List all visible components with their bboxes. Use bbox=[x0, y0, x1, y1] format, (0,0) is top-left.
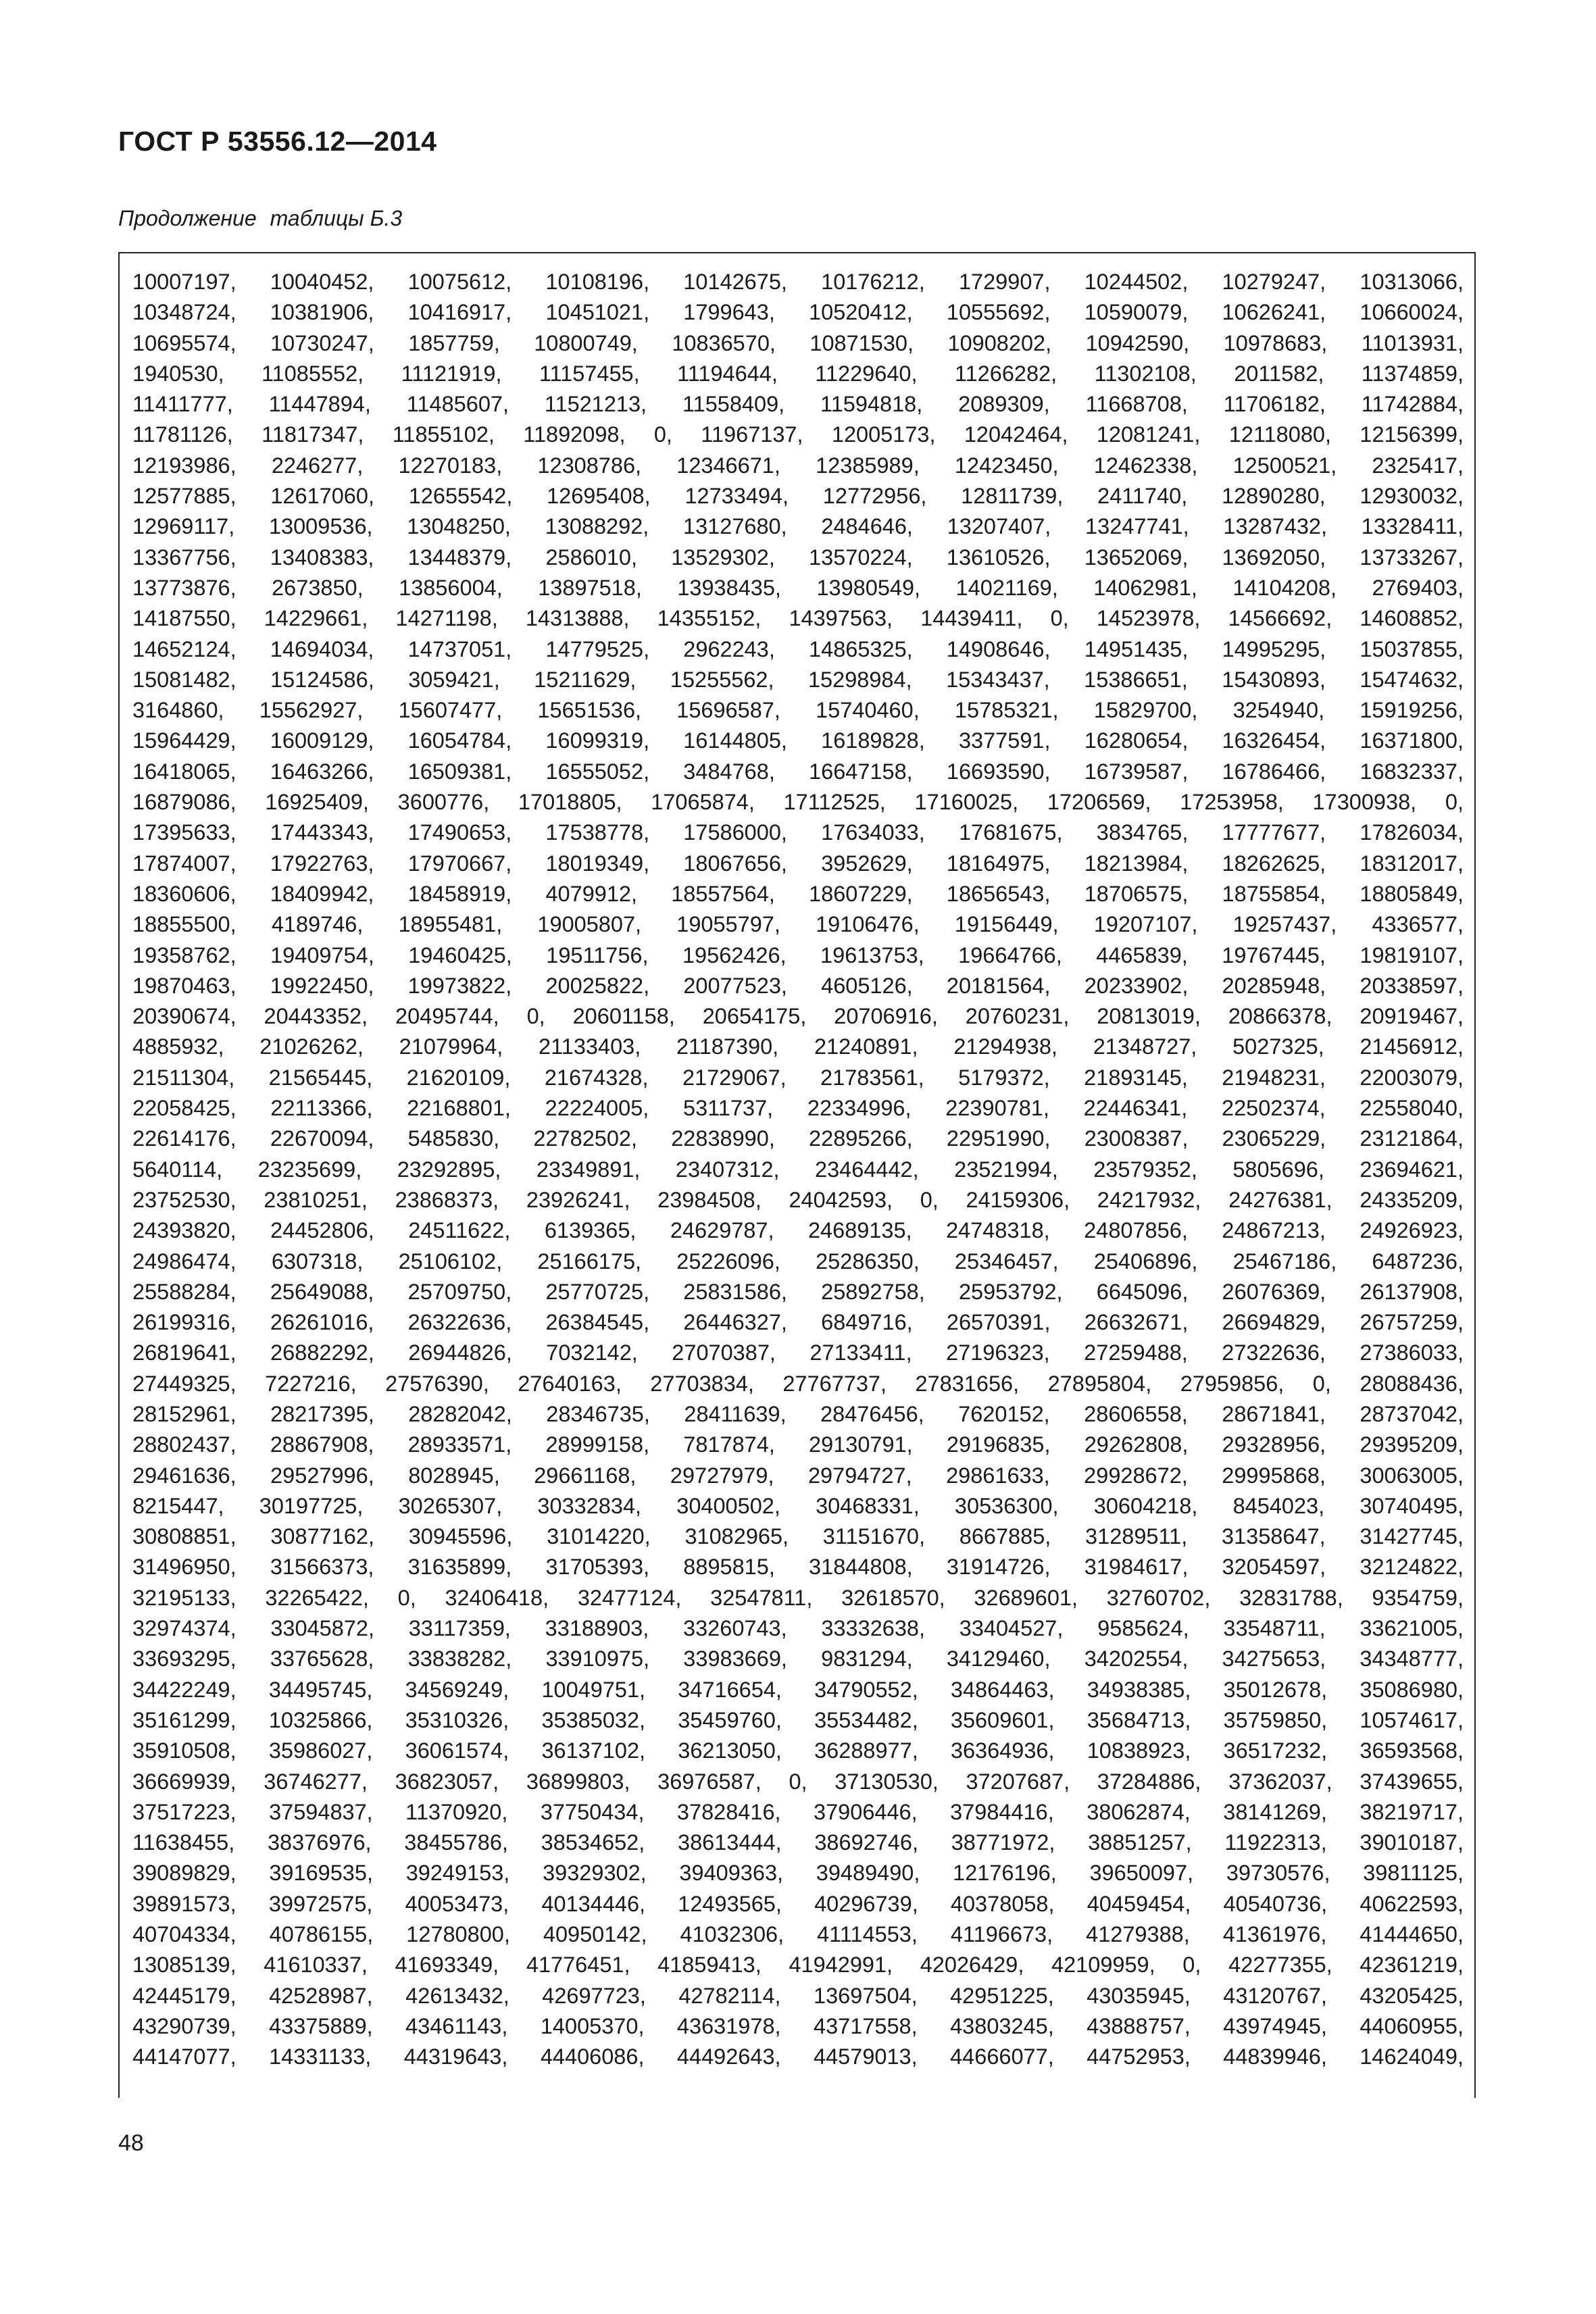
table-text-line: 11638455, 38376976, 38455786, 38534652, 38613444, 38692746, 38771972, 38851257, 11922313, 39010187, bbox=[132, 1830, 1464, 1855]
table-text-line: 39891573, 39972575, 40053473, 40134446, 12493565, 40296739, 40378058, 40459454, 40540736, 40622593, bbox=[132, 1891, 1464, 1916]
table-text-line: 10348724, 10381906, 10416917, 10451021, 1799643, 10520412, 10555692, 10590079, 10626241, 10660024, bbox=[132, 300, 1464, 325]
table-text-line: 35161299, 10325866, 35310326, 35385032, 35459760, 35534482, 35609601, 35684713, 35759850, 10574617, bbox=[132, 1707, 1464, 1732]
table-text-line: 19358762, 19409754, 19460425, 19511756, 19562426, 19613753, 19664766, 4465839, 19767445, 19819107, bbox=[132, 942, 1464, 967]
table-text-line: 33693295, 33765628, 33838282, 33910975, 33983669, 9831294, 34129460, 34202554, 34275653, 34348777, bbox=[132, 1646, 1464, 1671]
table-text-line: 40704334, 40786155, 12780800, 40950142, 41032306, 41114553, 41196673, 41279388, 41361976, 41444650, bbox=[132, 1922, 1464, 1947]
table-text-line: 12969117, 13009536, 13048250, 13088292, 13127680, 2484646, 13207407, 13247741, 13287432, 13328411, bbox=[132, 514, 1464, 539]
table-text-line: 36669939, 36746277, 36823057, 36899803, 36976587, 0, 37130530, 37207687, 37284886, 37362037, 37439655, bbox=[132, 1769, 1464, 1794]
table-text-line: 19870463, 19922450, 19973822, 20025822, 20077523, 4605126, 20181564, 20233902, 20285948, 20338597, bbox=[132, 973, 1464, 998]
caption-table-name: таблицы Б.3 bbox=[270, 206, 403, 230]
table-text-line: 17395633, 17443343, 17490653, 17538778, 17586000, 17634033, 17681675, 3834765, 17777677, 17826034, bbox=[132, 820, 1464, 845]
table-text-line: 13085139, 41610337, 41693349, 41776451, 41859413, 41942991, 42026429, 42109959, 0, 42277355, 42361219, bbox=[132, 1953, 1464, 1978]
table-text-line: 11781126, 11817347, 11855102, 11892098, 0, 11967137, 12005173, 12042464, 12081241, 12118080, 12156399, bbox=[132, 422, 1464, 447]
table-text-line: 16879086, 16925409, 3600776, 17018805, 17065874, 17112525, 17160025, 17206569, 17253958, 17300938, 0, bbox=[132, 790, 1464, 815]
table-text-line: 26819641, 26882292, 26944826, 7032142, 27070387, 27133411, 27196323, 27259488, 27322636, 27386033, bbox=[132, 1340, 1464, 1365]
table-text-line: 44147077, 14331133, 44319643, 44406086, 44492643, 44579013, 44666077, 44752953, 44839946, 14624049, bbox=[132, 2044, 1464, 2069]
page-number: 48 bbox=[118, 2130, 144, 2156]
table-text-line: 21511304, 21565445, 21620109, 21674328, 21729067, 21783561, 5179372, 21893145, 21948231, 22003079, bbox=[132, 1065, 1464, 1090]
table-text-line: 15964429, 16009129, 16054784, 16099319, 16144805, 16189828, 3377591, 16280654, 16326454, 16371800, bbox=[132, 728, 1464, 753]
table-text-line: 29461636, 29527996, 8028945, 29661168, 29727979, 29794727, 29861633, 29928672, 29995868, 30063005, bbox=[132, 1463, 1464, 1488]
table-text-line: 23752530, 23810251, 23868373, 23926241, 23984508, 24042593, 0, 24159306, 24217932, 24276381, 24335209, bbox=[132, 1187, 1464, 1212]
table-text-line: 32195133, 32265422, 0, 32406418, 32477124, 32547811, 32618570, 32689601, 32760702, 32831788, 9354759, bbox=[132, 1585, 1464, 1610]
table-text-line: 3164860, 15562927, 15607477, 15651536, 15696587, 15740460, 15785321, 15829700, 3254940, 15919256, bbox=[132, 698, 1464, 723]
standard-designation: ГОСТ Р 53556.12—2014 bbox=[118, 126, 437, 157]
table-text-line: 43290739, 43375889, 43461143, 14005370, 43631978, 43717558, 43803245, 43888757, 43974945, 44060955, bbox=[132, 2013, 1464, 2038]
table-text-line: 42445179, 42528987, 42613432, 42697723, 42782114, 13697504, 42951225, 43035945, 43120767, 43205425, bbox=[132, 1983, 1464, 2008]
table-text-line: 24986474, 6307318, 25106102, 25166175, 25226096, 25286350, 25346457, 25406896, 25467186, 6487236, bbox=[132, 1249, 1464, 1274]
table-cell-content bbox=[132, 267, 1464, 2073]
caption-continuation: Продолжение bbox=[118, 206, 257, 230]
table-text-line: 32974374, 33045872, 33117359, 33188903, 33260743, 33332638, 33404527, 9585624, 33548711, 33621005, bbox=[132, 1616, 1464, 1641]
table-text-line: 24393820, 24452806, 24511622, 6139365, 24629787, 24689135, 24748318, 24807856, 24867213, 24926923, bbox=[132, 1218, 1464, 1243]
table-text-line: 28152961, 28217395, 28282042, 28346735, 28411639, 28476456, 7620152, 28606558, 28671841, 28737042, bbox=[132, 1401, 1464, 1426]
table-text-line: 14187550, 14229661, 14271198, 14313888, 14355152, 14397563, 14439411, 0, 14523978, 14566692, 14608852, bbox=[132, 606, 1464, 631]
table-text-line: 28802437, 28867908, 28933571, 28999158, 7817874, 29130791, 29196835, 29262808, 29328956, 29395209, bbox=[132, 1432, 1464, 1457]
table-text-line: 10007197, 10040452, 10075612, 10108196, 10142675, 10176212, 1729907, 10244502, 10279247, 10313066, bbox=[132, 270, 1464, 294]
table-text-line: 14652124, 14694034, 14737051, 14779525, 2962243, 14865325, 14908646, 14951435, 14995295, 15037855, bbox=[132, 636, 1464, 661]
table-text-line: 25588284, 25649088, 25709750, 25770725, 25831586, 25892758, 25953792, 6645096, 26076369, 26137908, bbox=[132, 1279, 1464, 1304]
table-text-line: 13773876, 2673850, 13856004, 13897518, 13938435, 13980549, 14021169, 14062981, 14104208, 2769403, bbox=[132, 575, 1464, 600]
table-text-line: 13367756, 13408383, 13448379, 2586010, 13529302, 13570224, 13610526, 13652069, 13692050, 13733267, bbox=[132, 545, 1464, 570]
table-text-line: 39089829, 39169535, 39249153, 39329302, 39409363, 39489490, 12176196, 39650097, 39730576, 39811125, bbox=[132, 1861, 1464, 1886]
table-text-line: 4885932, 21026262, 21079964, 21133403, 21187390, 21240891, 21294938, 21348727, 5027325, 21456912, bbox=[132, 1034, 1464, 1059]
table-text-line: 18855500, 4189746, 18955481, 19005807, 19055797, 19106476, 19156449, 19207107, 19257437, 4336577, bbox=[132, 912, 1464, 937]
table-text-line: 12577885, 12617060, 12655542, 12695408, 12733494, 12772956, 12811739, 2411740, 12890280, 12930032, bbox=[132, 484, 1464, 509]
table-text-line: 16418065, 16463266, 16509381, 16555052, 3484768, 16647158, 16693590, 16739587, 16786466, 16832337, bbox=[132, 759, 1464, 784]
table-text-line: 30808851, 30877162, 30945596, 31014220, 31082965, 31151670, 8667885, 31289511, 31358647, 31427745, bbox=[132, 1524, 1464, 1549]
table-text-line: 15081482, 15124586, 3059421, 15211629, 15255562, 15298984, 15343437, 15386651, 15430893, 15474632, bbox=[132, 667, 1464, 692]
table-text-line: 37517223, 37594837, 11370920, 37750434, 37828416, 37906446, 37984416, 38062874, 38141269, 38219717, bbox=[132, 1799, 1464, 1824]
table-text-line: 11411777, 11447894, 11485607, 11521213, 11558409, 11594818, 2089309, 11668708, 11706182, 11742884, bbox=[132, 392, 1464, 417]
table-text-line: 10695574, 10730247, 1857759, 10800749, 10836570, 10871530, 10908202, 10942590, 10978683, 11013931, bbox=[132, 330, 1464, 355]
table-text-line: 22058425, 22113366, 22168801, 22224005, 5311737, 22334996, 22390781, 22446341, 22502374, 22558040, bbox=[132, 1096, 1464, 1121]
table-text-line: 20390674, 20443352, 20495744, 0, 20601158, 20654175, 20706916, 20760231, 20813019, 20866378, 20919467, bbox=[132, 1004, 1464, 1029]
table-text-line: 34422249, 34495745, 34569249, 10049751, 34716654, 34790552, 34864463, 34938385, 35012678, 35086980, bbox=[132, 1677, 1464, 1702]
table-text-line: 27449325, 7227216, 27576390, 27640163, 27703834, 27767737, 27831656, 27895804, 27959856, 0, 28088436, bbox=[132, 1371, 1464, 1396]
table-caption bbox=[118, 206, 402, 231]
table-text-line: 1940530, 11085552, 11121919, 11157455, 11194644, 11229640, 11266282, 11302108, 2011582, 11374859, bbox=[132, 361, 1464, 386]
table-text-line: 5640114, 23235699, 23292895, 23349891, 23407312, 23464442, 23521994, 23579352, 5805696, 23694621, bbox=[132, 1157, 1464, 1182]
table-text-line: 8215447, 30197725, 30265307, 30332834, 30400502, 30468331, 30536300, 30604218, 8454023, 30740495, bbox=[132, 1493, 1464, 1518]
table-text-line: 12193986, 2246277, 12270183, 12308786, 12346671, 12385989, 12423450, 12462338, 12500521, 2325417, bbox=[132, 453, 1464, 478]
table-text-line: 17874007, 17922763, 17970667, 18019349, 18067656, 3952629, 18164975, 18213984, 18262625, 18312017, bbox=[132, 851, 1464, 876]
table-text-line: 31496950, 31566373, 31635899, 31705393, 8895815, 31844808, 31914726, 31984617, 32054597, 32124822, bbox=[132, 1555, 1464, 1580]
table-text-line: 35910508, 35986027, 36061574, 36137102, 36213050, 36288977, 36364936, 10838923, 36517232, 36593568, bbox=[132, 1738, 1464, 1763]
table-text-line: 18360606, 18409942, 18458919, 4079912, 18557564, 18607229, 18656543, 18706575, 18755854, 18805849, bbox=[132, 881, 1464, 906]
table-text-line: 26199316, 26261016, 26322636, 26384545, 26446327, 6849716, 26570391, 26632671, 26694829, 26757259, bbox=[132, 1310, 1464, 1335]
table-text-line: 22614176, 22670094, 5485830, 22782502, 22838990, 22895266, 22951990, 23008387, 23065229, 23121864, bbox=[132, 1126, 1464, 1151]
